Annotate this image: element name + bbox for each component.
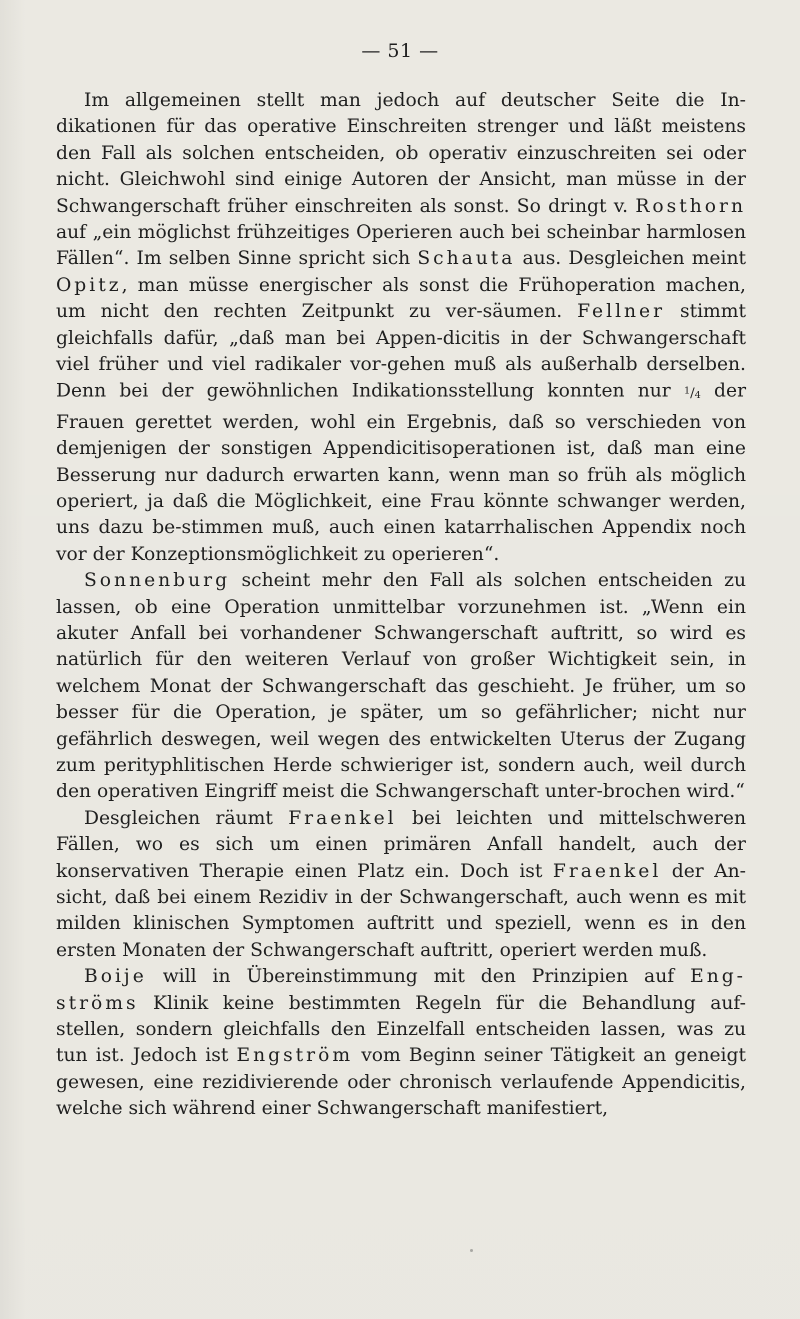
text-segment: , man müsse energischer als sonst die Frühoperation machen, um nicht den rechten Zeitpunkt zu ver-säumen. bbox=[56, 274, 746, 323]
author-name: Boije bbox=[84, 966, 147, 988]
text-segment: aus. Desgleichen meint bbox=[515, 248, 746, 270]
author-name: Schauta bbox=[417, 248, 516, 270]
paragraph-4 bbox=[56, 964, 746, 1122]
text-segment: scheint mehr den Fall als solchen entscheiden zu lassen, ob eine Operation unmittelbar vorzunehmen ist. „Wenn ein akuter Anfall bei vorhandener Schwangerschaft auftritt, so wird es natürlich für den weiteren Verlauf von großer Wichtigkeit sein, in welchem Monat der Schwangerschaft das geschieht. Je früher, um so besser für die Operation, je später, um so gefährlicher; nicht nur gefährlich deswegen, weil wegen des entwickelten Uterus der Zugang zum perityphlitischen Herde schwieriger ist, sondern auch, weil durch den operativen Eingriff meist die Schwangerschaft unter-brochen wird.“ bbox=[56, 570, 746, 803]
page-number: — 51 — bbox=[361, 40, 439, 62]
body-text bbox=[56, 88, 746, 1123]
text-segment: auf „ein möglichst frühzeitiges Operieren auch bei scheinbar harmlosen Fällen“. Im selben Sinne spricht sich bbox=[56, 222, 746, 270]
author-name: Fraenkel bbox=[288, 807, 397, 829]
paragraph-1 bbox=[56, 88, 746, 568]
text-segment: stimmt gleichfalls dafür, „daß man bei Appen-dicitis in der Schwangerschaft viel früher und viel radikaler vor-gehen muß als außerhalb derselben. Denn bei der gewöhnlichen Indikationsstellung konnten nur bbox=[56, 301, 747, 403]
author-name: Fellner bbox=[577, 301, 666, 323]
author-name: Sonnenburg bbox=[84, 570, 231, 592]
text-segment: vom Beginn seiner Tätigkeit an geneigt gewesen, eine rezidivierende oder chronisch verlaufende Appendicitis, welche sich während einer Schwangerschaft manifestiert, bbox=[56, 1045, 746, 1120]
author-name: Fraenkel bbox=[552, 860, 662, 882]
paragraph-2 bbox=[56, 568, 746, 806]
text-segment: Im allgemeinen stellt man jedoch auf deutscher Seite die In-dikationen für das operative Einschreiten strenger und läßt meistens den Fall als solchen entscheiden, ob operativ einzuschreiten sei oder nicht. Gleichwohl sind einige Autoren der Ansicht, man müsse in der Schwangerschaft früher einschreiten als sonst. So dringt v. bbox=[56, 90, 746, 217]
text-segment: Klinik keine bestimmten Regeln für die Behandlung auf-stellen, sondern gleichfalls den Einzelfall entscheiden lassen, was zu tun ist. Jedoch ist bbox=[56, 992, 746, 1067]
text-segment: der Frauen gerettet werden, wohl ein Ergebnis, daß so verschieden von demjenigen der sonstigen Appendicitisoperationen ist, daß man eine Besserung nur dadurch erwarten kann, wenn man so früh als möglich operiert, ja daß die Möglichkeit, eine Frau könnte schwanger werden, uns dazu be-stimmen muß, auch einen katarrhalischen Appendix noch vor der Konzeptionsmöglichkeit zu operieren“. bbox=[56, 381, 746, 565]
author-name: Eng-ströms bbox=[56, 966, 746, 1014]
author-name: Opitz bbox=[56, 274, 122, 296]
author-name: Engström bbox=[236, 1045, 354, 1067]
text-segment: will in Übereinstimmung mit den Prinzipien auf bbox=[146, 966, 691, 988]
paper-speck bbox=[470, 1249, 473, 1252]
text-segment: Desgleichen räumt bbox=[84, 807, 289, 829]
paragraph-3 bbox=[56, 806, 746, 964]
author-name: Rosthorn bbox=[635, 195, 746, 217]
text-segment: bei leichten und mittelschweren Fällen, wo es sich um einen primären Anfall handelt, auch der konservativen Therapie einen Platz ein. Doch ist bbox=[56, 807, 746, 882]
fraction-quarter: $^1$/4 bbox=[683, 385, 701, 402]
text-segment: der An-sicht, daß bei einem Rezidiv in der Schwangerschaft, auch wenn es mit milden klinischen Symptomen auftritt und speziell, wenn es in den ersten Monaten der Schwangerschaft auftritt, operiert werden muß. bbox=[56, 860, 746, 961]
